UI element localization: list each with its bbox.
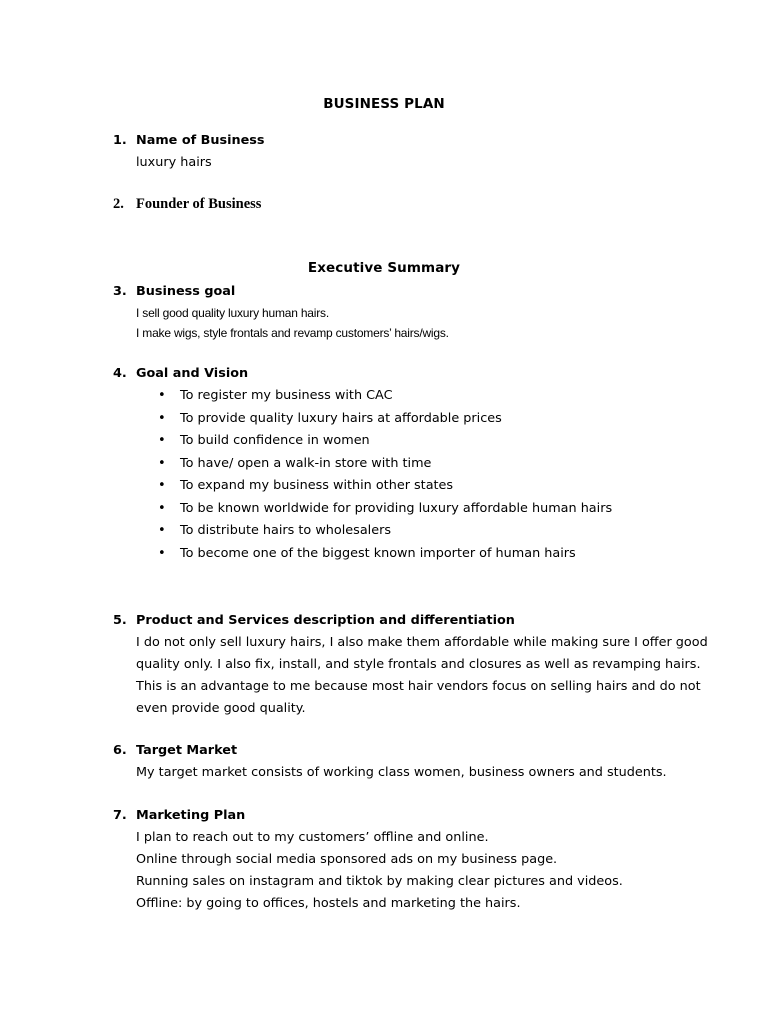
section-heading-text: Target Market <box>136 743 238 758</box>
list-item-text: To provide quality luxury hairs at affordable prices <box>180 410 502 426</box>
bullet-dot-icon: • <box>158 545 166 561</box>
section-heading-text: Product and Services description and differentiation <box>136 613 515 628</box>
list-item <box>136 408 673 431</box>
bullet-dot-icon: • <box>158 410 166 426</box>
section-number: 4. <box>113 366 127 381</box>
section-founder <box>113 193 673 215</box>
section-heading-text: Name of Business <box>136 133 265 148</box>
section-number: 5. <box>113 613 127 628</box>
bullet-dot-icon: • <box>158 523 166 538</box>
body-line: My target market consists of working class women, business owners and students. <box>136 765 667 780</box>
section-number: 6. <box>113 743 127 758</box>
body-line: even provide good quality. <box>136 701 306 716</box>
section-number: 1. <box>113 133 127 148</box>
section-target-market <box>113 740 673 784</box>
bullet-dot-icon: • <box>158 455 166 471</box>
section-marketing-plan <box>113 805 673 915</box>
section-heading-text: Goal and Vision <box>136 366 249 381</box>
bullet-dot-icon: • <box>158 388 166 403</box>
body-line: Online through social media sponsored ads on my business page. <box>136 852 558 867</box>
body-line: I plan to reach out to my customers’ offline and online. <box>136 830 489 845</box>
section-heading-text: Founder of Business <box>136 196 262 212</box>
section-body <box>136 632 708 720</box>
body-line: I make wigs, style frontals and revamp customers’ hairs/wigs. <box>136 326 449 340</box>
body-line: quality only. I also fix, install, and style frontals and closures as well as revamping hairs. <box>136 657 701 672</box>
list-item-text: To register my business with CAC <box>180 388 393 403</box>
business-name: luxury hairs <box>136 155 212 170</box>
section-body <box>136 152 673 174</box>
list-item-text: To have/ open a walk-in store with time <box>180 455 432 471</box>
section-number: 7. <box>113 808 127 823</box>
body-line: Running sales on instagram and tiktok by making clear pictures and videos. <box>136 874 623 889</box>
executive-summary-title: Executive Summary <box>307 260 461 276</box>
section-heading <box>113 740 673 762</box>
body-line: This is an advantage to me because most hair vendors focus on selling hairs and do not <box>136 679 701 694</box>
section-heading-text: Marketing Plan <box>136 808 246 823</box>
section-business-goal <box>113 281 673 343</box>
section-heading <box>113 363 673 385</box>
list-item <box>136 543 673 566</box>
document-title: BUSINESS PLAN <box>323 96 445 112</box>
bullet-dot-icon: • <box>158 478 166 493</box>
section-name-of-business <box>113 130 673 174</box>
bullet-dot-icon: • <box>158 500 166 516</box>
section-body <box>136 827 673 915</box>
section-number: 3. <box>113 284 127 299</box>
list-item <box>136 453 673 476</box>
section-heading <box>113 805 673 827</box>
bullet-dot-icon: • <box>158 433 166 448</box>
vision-bullet-list <box>113 385 673 565</box>
list-item-text: To be known worldwide for providing luxury affordable human hairs <box>180 500 613 516</box>
section-body <box>136 762 673 784</box>
section-heading <box>113 130 673 152</box>
section-heading <box>113 610 673 632</box>
body-line: I do not only sell luxury hairs, I also make them affordable while making sure I offer good <box>136 635 708 650</box>
body-line: Offline: by going to offices, hostels and marketing the hairs. <box>136 896 521 911</box>
section-product-and-services <box>113 610 708 720</box>
list-item-text: To distribute hairs to wholesalers <box>180 523 392 538</box>
section-goal-and-vision <box>113 363 673 565</box>
list-item <box>136 475 673 498</box>
body-line: I sell good quality luxury human hairs. <box>136 306 329 320</box>
section-heading <box>113 281 673 303</box>
section-heading-text: Business goal <box>136 284 236 299</box>
section-heading <box>113 193 673 215</box>
list-item-text: To build confidence in women <box>180 433 370 448</box>
list-item <box>136 385 673 408</box>
list-item <box>136 498 673 521</box>
section-body <box>136 303 673 343</box>
list-item-text: To become one of the biggest known importer of human hairs <box>180 545 576 561</box>
list-item <box>136 520 673 543</box>
section-number: 2. <box>113 196 124 212</box>
list-item-text: To expand my business within other states <box>180 478 454 493</box>
list-item <box>136 430 673 453</box>
